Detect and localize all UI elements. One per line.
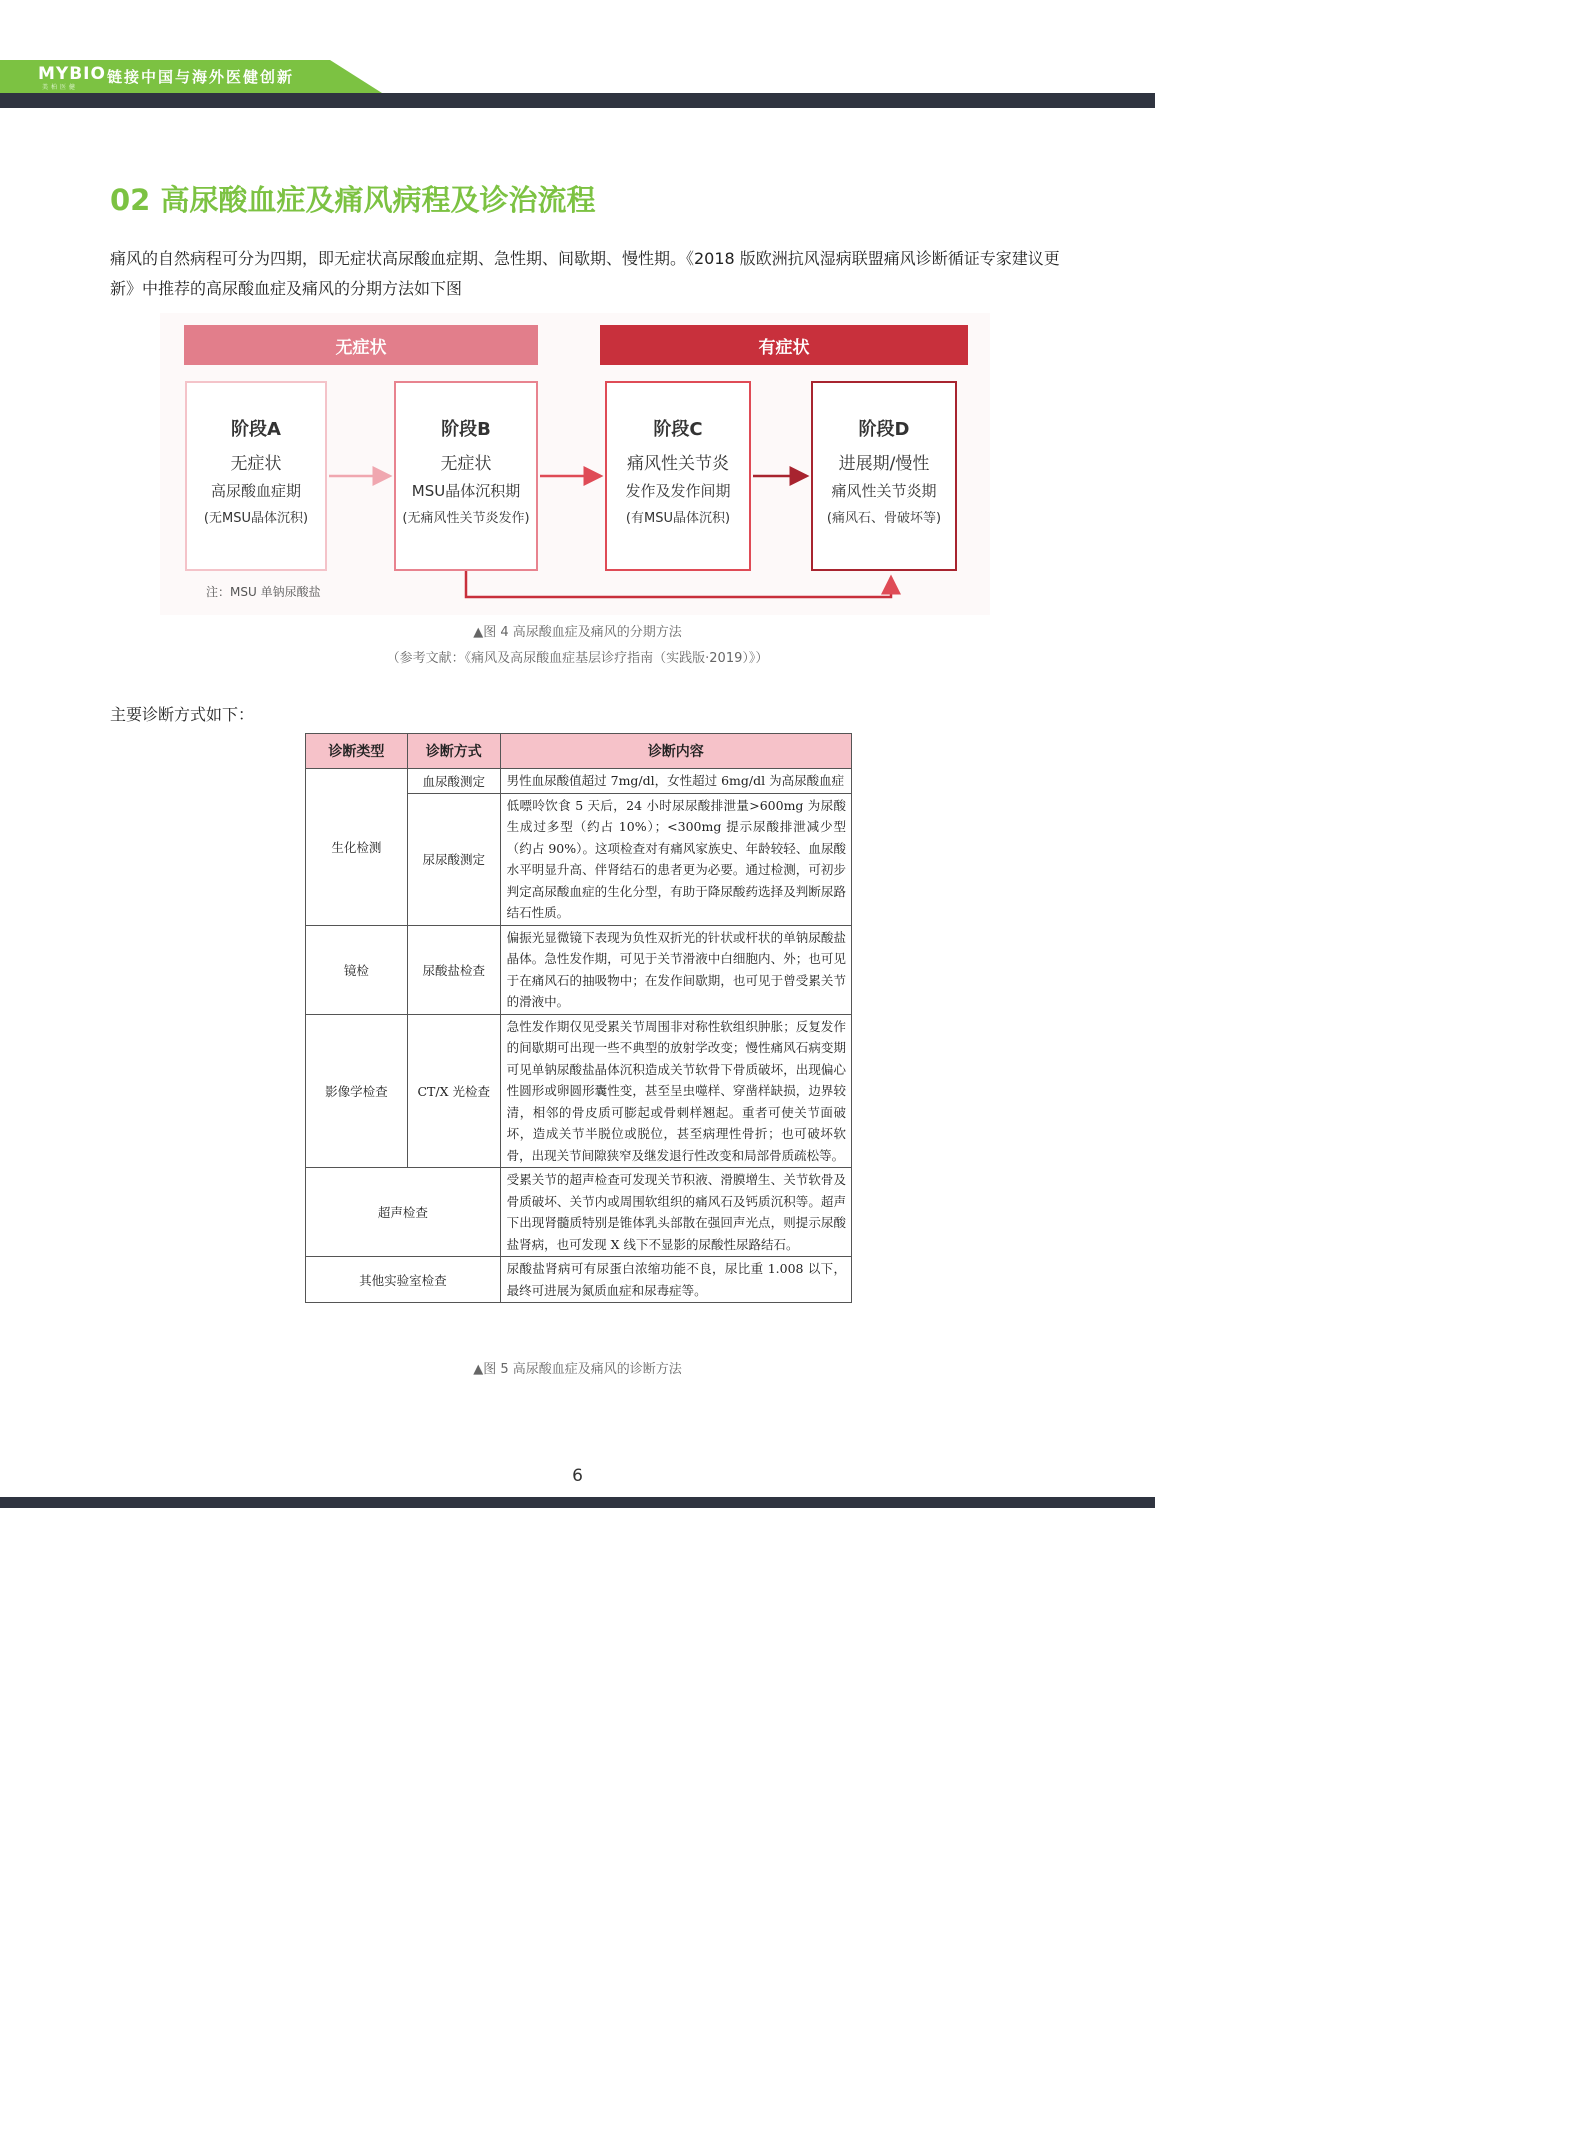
figure5-caption: ▲图 5 高尿酸血症及痛风的诊断方法 [473, 1362, 682, 1377]
stage-c-line2: 痛风性关节炎 [627, 454, 729, 474]
band-symptomatic: 有症状 [600, 325, 968, 365]
cell-content: 偏振光显微镜下表现为负性双折光的针状或杆状的单钠尿酸盐晶体。急性发作期，可见于关节滑液中白细胞内、外；也可见于在痛风石的抽吸物中；在发作间歇期，也可见于曾受累关节的滑液中。 [500, 925, 851, 1014]
cell-method: 血尿酸测定 [407, 769, 500, 794]
cell-method: CT/X 光检查 [407, 1014, 500, 1168]
section-title: 02 高尿酸血症及痛风病程及诊治流程 [110, 183, 596, 217]
cell-type: 生化检测 [306, 769, 408, 926]
diagnosis-table [305, 733, 852, 1303]
table-header-row [306, 734, 852, 769]
cell-type: 镜检 [306, 925, 408, 1014]
page-number: 6 [572, 1466, 583, 1486]
stage-d-line3: 痛风性关节炎期 [831, 482, 937, 500]
cell-content: 男性血尿酸值超过 7mg/dl，女性超过 6mg/dl 为高尿酸血症 [500, 769, 851, 794]
header-type: 诊断类型 [306, 734, 408, 769]
cell-method: 尿尿酸测定 [407, 793, 500, 925]
diagnosis-lead: 主要诊断方式如下： [110, 705, 255, 724]
cell-content: 急性发作期仅见受累关节周围非对称性软组织肿胀；反复发作的间歇期可出现一些不典型的放射学改变；慢性痛风石病变期可见单钠尿酸盐晶体沉积造成关节软骨下骨质破坏，出现偏心性圆形或卵圆形囊性变，甚至呈虫噬样、穿凿样缺损，边界较清，相邻的骨皮质可膨起或骨刺样翘起。重者可使关节面破坏，造成关节半脱位或脱位，甚至病理性骨折；也可破坏软骨，出现关节间隙狭窄及继发退行性改变和局部骨质疏松等。 [500, 1014, 851, 1168]
stage-d-line2: 进展期/慢性 [838, 454, 930, 474]
stage-c-line3: 发作及发作间期 [625, 482, 731, 500]
stage-d-name: 阶段D [858, 419, 910, 440]
header-slogan: 链接中国与海外医健创新 [107, 68, 295, 86]
brand-logo-subtitle: 美柏医健 [42, 84, 79, 91]
footer-dark-bar [0, 1497, 1155, 1508]
cell-content: 受累关节的超声检查可发现关节积液、滑膜增生、关节软骨及骨质破坏、关节内或周围软组织的痛风石及钙质沉积等。超声下出现肾髓质特别是锥体乳头部散在强回声光点，则提示尿酸盐肾病，也可发现 X 线下不显影的尿酸性尿路结石。 [500, 1168, 851, 1257]
intro-paragraph: 痛风的自然病程可分为四期，即无症状高尿酸血症期、急性期、间歇期、慢性期。《2018 版欧洲抗风湿病联盟痛风诊断循证专家建议更新》中推荐的高尿酸血症及痛风的分期方法如下图 [110, 249, 1060, 298]
stage-c-name: 阶段C [653, 419, 703, 440]
table-row [306, 769, 852, 794]
table-row [306, 1168, 852, 1257]
table-row [306, 1257, 852, 1303]
header-dark-bar [0, 93, 1155, 108]
stage-b-line2: 无症状 [440, 454, 492, 474]
cell-content: 尿酸盐肾病可有尿蛋白浓缩功能不良，尿比重 1.008 以下，最终可进展为氮质血症和尿毒症等。 [500, 1257, 851, 1303]
stage-a-name: 阶段A [231, 419, 281, 440]
stage-d-line4: (痛风石、骨破坏等) [826, 511, 942, 526]
stage-b-line4: (无痛风性关节炎发作) [402, 511, 530, 526]
cell-type: 影像学检查 [306, 1014, 408, 1168]
cell-type: 其他实验室检查 [306, 1257, 501, 1303]
stage-b-line3: MSU晶体沉积期 [411, 482, 521, 500]
band-asymptomatic: 无症状 [184, 325, 538, 365]
arrow-b-to-d-bypass [466, 571, 891, 597]
stage-b-box [394, 381, 538, 571]
header-content: 诊断内容 [500, 734, 851, 769]
stage-d-box [811, 381, 957, 571]
stage-a-box [185, 381, 327, 571]
table-row [306, 1014, 852, 1168]
cell-type: 超声检查 [306, 1168, 501, 1257]
stage-c-line4: (有MSU晶体沉积) [625, 511, 731, 526]
header-green-tip [330, 60, 382, 93]
table-row [306, 925, 852, 1014]
stage-a-line4: (无MSU晶体沉积) [203, 511, 309, 526]
stage-c-box [605, 381, 751, 571]
stage-a-line2: 无症状 [230, 454, 282, 474]
staging-figure [160, 313, 990, 615]
header-method: 诊断方式 [407, 734, 500, 769]
brand-logo: MYBIO [38, 64, 106, 84]
figure-note: 注：MSU 单钠尿酸盐 [206, 585, 321, 599]
cell-method: 尿酸盐检查 [407, 925, 500, 1014]
cell-content: 低嘌呤饮食 5 天后，24 小时尿尿酸排泄量>600mg 为尿酸生成过多型（约占 10%）；<300mg 提示尿酸排泄减少型（约占 90%）。这项检查对有痛风家族史、年龄较轻、血尿酸水平明显升高、伴肾结石的患者更为必要。通过检测，可初步判定高尿酸血症的生化分型，有助于降尿酸药选择及判断尿路结石性质。 [500, 793, 851, 925]
figure4-reference: （参考文献：《痛风及高尿酸血症基层诊疗指南（实践版·2019）》） [386, 651, 769, 666]
stage-a-line3: 高尿酸血症期 [210, 482, 301, 500]
figure4-caption: ▲图 4 高尿酸血症及痛风的分期方法 [473, 625, 682, 640]
stage-b-name: 阶段B [441, 419, 491, 440]
